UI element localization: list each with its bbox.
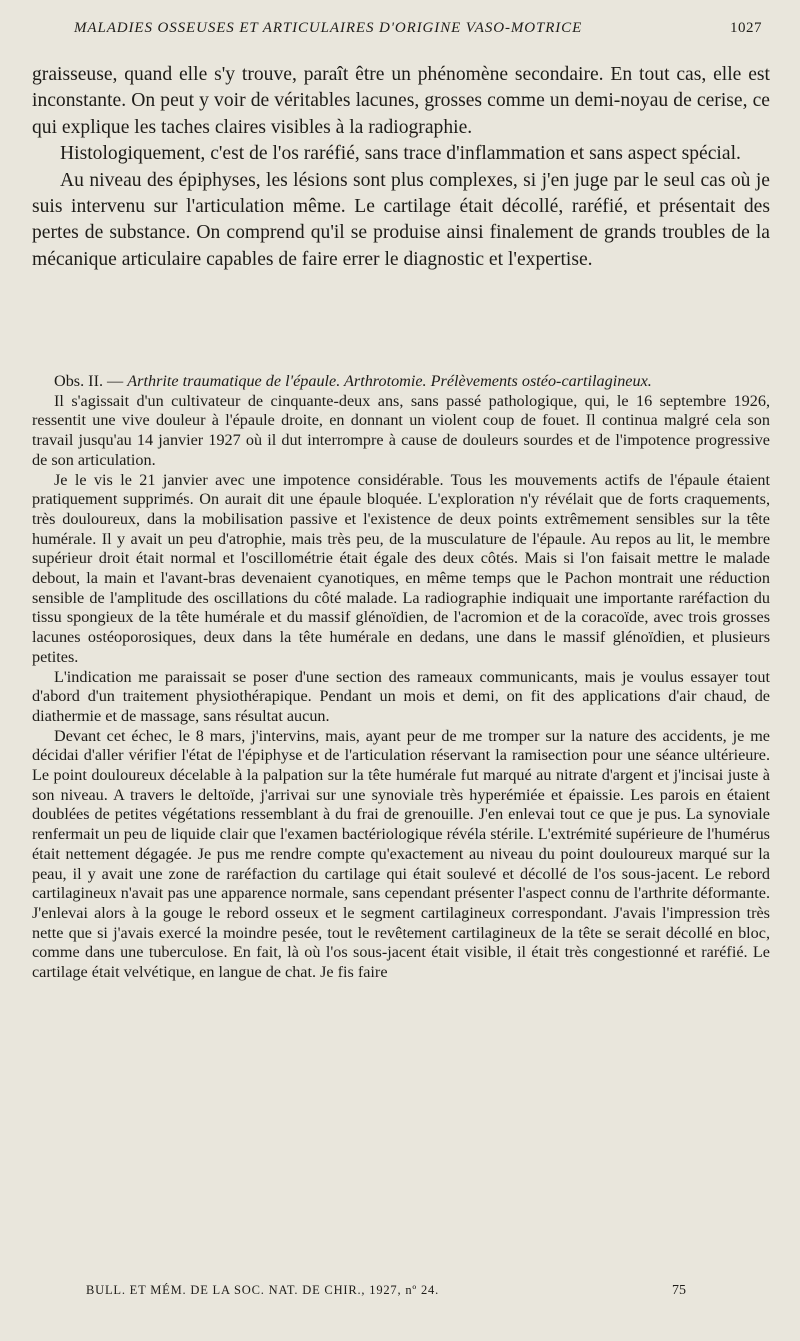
observation-paragraph: Je le vis le 21 janvier avec une impotence considérable. Tous les mouvements actifs de l'épaule étaient pratiquement supprimés. On aurait dit une épaule bloquée. L'exploration n'y révélait que de forts craquements, très douloureux, dans la mobilisation passive et l'existence de deux points extrêmement sensibles sur la tête humérale. Il y avait un peu d'atrophie, mais très peu, de la musculature de l'épaule. Au repos au lit, le membre supérieur droit était normal et l'oscillométrie était égale des deux côtés. Mais si l'on faisait mettre le malade debout, la main et l'avant-bras devenaient cyanotiques, en même temps que le Pachon montrait une réduction sensible de l'amplitude des oscillations du côté malade. La radiographie indiquait une importante raréfaction du tissu spongieux de la tête humérale et du massif glénoïdien, de l'acromion et de la coracoïde, avec trois grosses lacunes ostéoporosiques, deux dans la tête humérale en dedans, une dans le massif glénoïdien, et plusieurs petites. xyxy=(32,470,770,666)
observation-paragraph: Devant cet échec, le 8 mars, j'intervins, mais, ayant peur de me tromper sur la nature des accidents, je me décidai d'aller vérifier l'état de l'épiphyse et de l'articulation réservant la ramisection pour une séance ultérieure. Le point douloureux décelable à la palpation sur la tête humérale fut marqué au nitrate d'argent et j'incisai juste à son niveau. A travers le deltoïde, j'arrivai sur une synoviale très hyperémiée et épaissie. Les parois en étaient doublées de petites végétations ressemblant à du frai de grenouille. J'en enlevai tout ce que je pus. La synoviale renfermait un peu de liquide clair que l'examen bactériologique révéla stérile. L'extrémité supérieure de l'humérus était nettement dégagée. Je pus me rendre compte qu'exactement au niveau du point douloureux marqué sur la peau, il y avait une zone de raréfaction du cartilage qui était soulevé et décollé de l'os sous-jacent. Le rebord cartilagineux n'avait pas une apparence normale, sans cependant présenter l'aspect connu de l'arthrite déformante. J'enlevai alors à la gouge le rebord osseux et le segment cartilagineux correspondant. J'avais l'impression très nette que si j'avais exercé la moindre pesée, tout le revêtement cartilagineux de la tête se serait décollé en bloc, comme dans une tuberculose. En fait, là où l'os sous-jacent était visible, il était très congestionné et raréfié. Le cartilage était velvétique, en langue de chat. Je fis faire xyxy=(32,726,770,982)
observation-label: Obs. II. — xyxy=(54,372,124,390)
observation-paragraph: Il s'agissait d'un cultivateur de cinquante-deux ans, sans passé pathologique, qui, le 16 septembre 1926, ressentit une vive douleur à l'épaule droite, en donnant un violent coup de fouet. Il continua malgré cela son travail jusqu'au 14 janvier 1927 où il dut interrompre à cause de douleurs sourdes et de l'impotence progressive de son articulation. xyxy=(32,391,770,469)
observation-title: Arthrite traumatique de l'épaule. Arthrotomie. Prélèvements ostéo-cartilagineux. xyxy=(127,372,652,390)
observation-section xyxy=(32,372,770,983)
observation-heading xyxy=(32,372,770,392)
paragraph: Au niveau des épiphyses, les lésions sont plus complexes, si j'en juge par le seul cas où je suis intervenu sur l'articulation même. Le cartilage était décollé, raréfié, et présentait des pertes de substance. On comprend qu'il se produise ainsi finalement de grands troubles de la mécanique articulaire capables de faire errer le diagnostic et l'expertise. xyxy=(32,169,770,270)
page-footer xyxy=(86,1283,686,1299)
paragraph: Histologiquement, c'est de l'os raréfié, sans trace d'inflammation et sans aspect spécial. xyxy=(60,143,741,165)
running-header xyxy=(74,20,762,37)
observation-paragraph: L'indication me paraissait se poser d'une section des rameaux communicants, mais je voulus essayer tout d'abord d'un traitement physiothérapique. Pendant un mois et demi, on fit des applications d'air chaud, de diathermie et de massage, sans résultat aucun. xyxy=(32,667,770,725)
running-title: MALADIES OSSEUSES ET ARTICULAIRES D'ORIGINE VASO-MOTRICE xyxy=(74,20,583,36)
journal-reference: BULL. ET MÉM. DE LA SOC. NAT. DE CHIR., 1927, nº 24. xyxy=(86,1283,440,1297)
body-text xyxy=(32,62,770,273)
paragraph: graisseuse, quand elle s'y trouve, paraît être un phénomène secondaire. En tout cas, elle est inconstante. On peut y voir de véritables lacunes, grosses comme un demi-noyau de cerise, ce qui explique les taches claires visibles à la radiographie. xyxy=(32,64,770,138)
page-number: 1027 xyxy=(730,20,762,36)
sheet-number: 75 xyxy=(672,1283,686,1298)
